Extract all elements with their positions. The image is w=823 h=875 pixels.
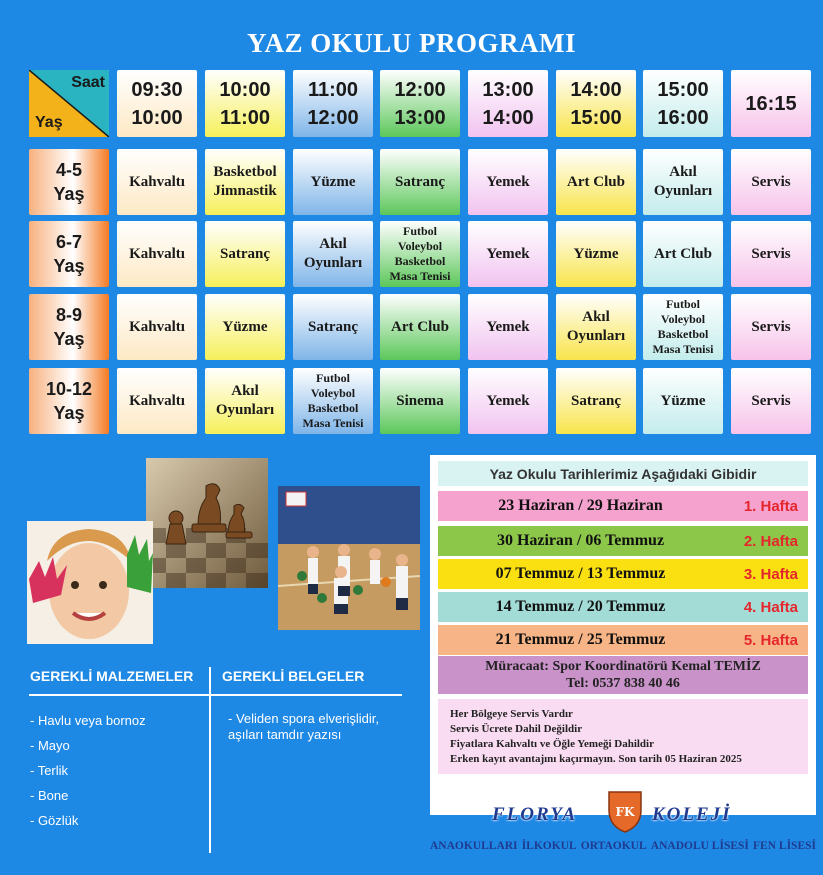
activity-cell: Servis [731,149,811,215]
week-row [438,592,808,622]
activity-cell: Servis [731,221,811,287]
school-level: İLKOKUL [521,840,577,852]
activity-cell: Satranç [380,149,460,215]
age-group-label: 6-7 Yaş [29,221,109,287]
time-header: 15:00 16:00 [643,70,723,137]
corner-age-label: Yaş [35,114,63,131]
documents-item: - Veliden spora elverişlidir, aşıları tamdır yazısı [228,711,380,742]
activity-cell: Yemek [468,221,548,287]
notes-box [438,699,808,774]
material-item: - Mayo [30,738,70,753]
svg-text:FK: FK [615,805,635,819]
material-item: - Terlik [30,763,69,778]
child-painted-hands-photo [27,521,153,644]
age-group-label: 10-12 Yaş [29,368,109,434]
time-header: 12:00 13:00 [380,70,460,137]
contact-box [438,656,808,694]
activity-cell: Kahvaltı [117,368,197,434]
activity-cell: Yemek [468,368,548,434]
activity-cell: Yüzme [643,368,723,434]
time-header: 09:30 10:00 [117,70,197,137]
chess-photo [146,458,268,588]
contact-phone: Tel: 0537 838 40 46 [566,676,680,691]
activity-cell: Futbol Voleybol Basketbol Masa Tenisi [643,294,723,360]
activity-cell: Sinema [380,368,460,434]
activity-cell: Akıl Oyunları [556,294,636,360]
requirements-divider-vertical [209,667,211,853]
school-level: ORTAOKUL [580,840,647,852]
week-number-label: 3. Hafta [743,565,798,583]
note-line: Fiyatlara Kahvaltı ve Öğle Yemeği Dahildir [450,738,654,750]
college-logo-area [430,782,816,862]
school-level: ANADOLU LİSESİ [650,840,749,852]
activity-cell: Yemek [468,149,548,215]
activity-cell: Akıl Oyunları [293,221,373,287]
week-row [438,526,808,556]
activity-cell: Art Club [556,149,636,215]
material-item: - Havlu veya bornoz [30,713,146,728]
basketball-kids-photo [278,486,420,630]
activity-cell: Akıl Oyunları [643,149,723,215]
activity-cell: Art Club [643,221,723,287]
materials-list [30,713,146,838]
activity-cell: Satranç [556,368,636,434]
material-item: - Gözlük [30,813,79,828]
time-header: 11:00 12:00 [293,70,373,137]
brand-name-left: FLORYA [492,804,578,825]
note-line: Her Bölgeye Servis Vardır [450,708,573,720]
note-line: Servis Ücrete Dahil Değildir [450,723,583,735]
activity-cell: Servis [731,294,811,360]
brand-name-right: KOLEJİ [652,804,732,825]
week-row [438,625,808,655]
school-levels [430,840,816,852]
note-line: Erken kayıt avantajını kaçırmayın. Son tarih 05 Haziran 2025 [450,753,742,765]
week-number-label: 2. Hafta [743,532,798,550]
activity-cell: Yüzme [205,294,285,360]
time-header: 13:00 14:00 [468,70,548,137]
activity-cell: Futbol Voleybol Basketbol Masa Tenisi [380,221,460,287]
activity-cell: Akıl Oyunları [205,368,285,434]
week-date-range: 07 Temmuz / 13 Temmuz [495,565,666,582]
page-title: YAZ OKULU PROGRAMI [246,28,577,58]
material-item: - Bone [30,788,69,803]
activity-cell: Basketbol Jimnastik [205,149,285,215]
activity-cell: Yüzme [293,149,373,215]
week-date-range: 21 Temmuz / 25 Temmuz [495,631,666,648]
grid-corner [29,70,109,137]
activity-cell: Yemek [468,294,548,360]
week-date-range: 23 Haziran / 29 Haziran [498,497,663,514]
activity-cell: Yüzme [556,221,636,287]
week-number-label: 5. Hafta [743,631,798,649]
week-date-range: 30 Haziran / 06 Temmuz [496,532,665,549]
time-header: 16:15 [731,70,811,137]
week-number-label: 4. Hafta [743,598,798,616]
activity-cell: Kahvaltı [117,149,197,215]
documents-title: GEREKLİ BELGELER [222,668,365,684]
dates-heading: Yaz Okulu Tarihlerimiz Aşağıdaki Gibidir [438,461,808,486]
school-level: ANAOKULLARI [430,840,518,852]
age-group-label: 8-9 Yaş [29,294,109,360]
activity-cell: Kahvaltı [117,294,197,360]
week-row [438,559,808,589]
week-date-range: 14 Temmuz / 20 Temmuz [495,598,666,615]
activity-cell: Art Club [380,294,460,360]
time-header: 10:00 11:00 [205,70,285,137]
corner-time-label: Saat [71,74,105,91]
requirements-divider-horizontal [29,694,402,696]
week-number-label: 1. Hafta [743,497,798,515]
activity-cell: Satranç [205,221,285,287]
activity-cell: Satranç [293,294,373,360]
activity-cell: Servis [731,368,811,434]
time-header: 14:00 15:00 [556,70,636,137]
materials-title: GEREKLİ MALZEMELER [30,668,194,684]
activity-cell: Kahvaltı [117,221,197,287]
school-level: FEN LİSESİ [753,840,816,852]
activity-cell: Futbol Voleybol Basketbol Masa Tenisi [293,368,373,434]
dates-panel [430,455,816,815]
age-group-label: 4-5 Yaş [29,149,109,215]
week-row [438,491,808,521]
crest-icon [605,788,645,834]
contact-coordinator: Müracaat: Spor Koordinatörü Kemal TEMİZ [485,659,761,674]
